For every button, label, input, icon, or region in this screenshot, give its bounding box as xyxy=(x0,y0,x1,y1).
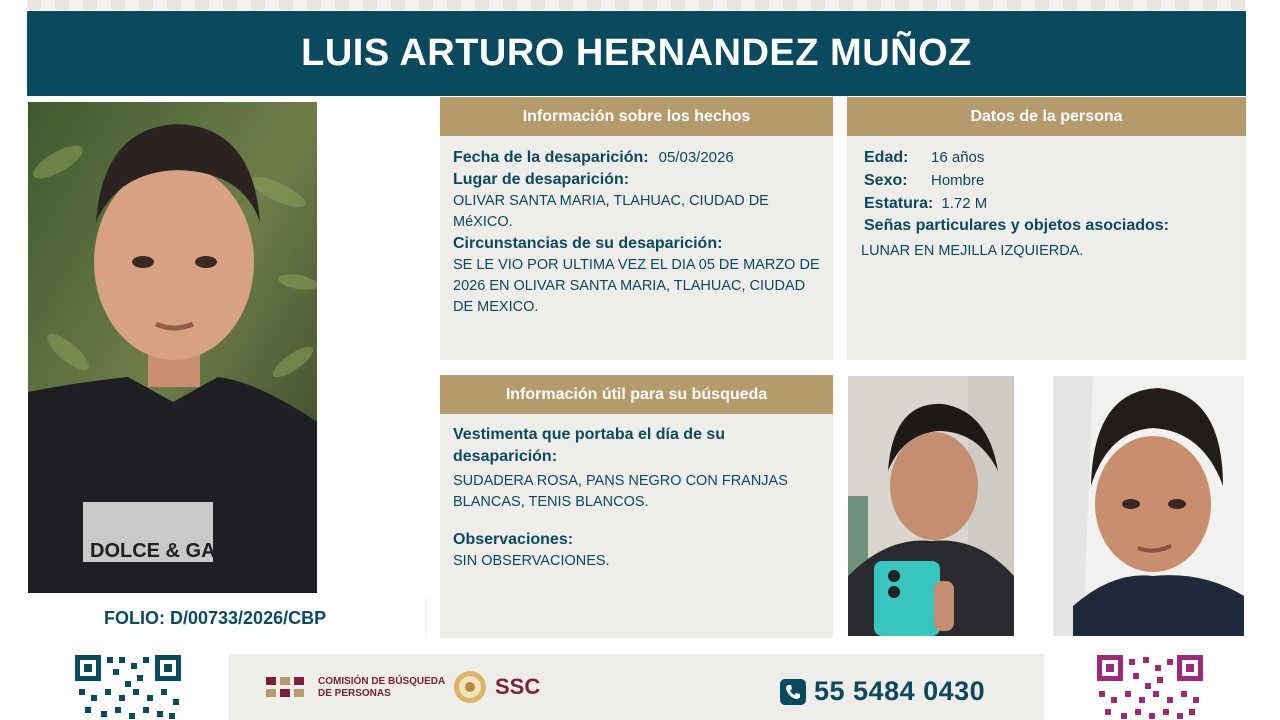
secondary-photo-1 xyxy=(848,376,1014,636)
sexo-value: Hombre xyxy=(931,172,985,189)
main-photo xyxy=(28,102,317,593)
ssc-logo xyxy=(453,670,540,704)
cbp-logo-icon xyxy=(266,675,306,701)
phone-contact[interactable] xyxy=(780,676,985,707)
ssc-seal-icon xyxy=(453,670,487,704)
cbp-logo xyxy=(266,675,445,701)
edad-value: 16 años xyxy=(931,149,985,166)
panel-busqueda-heading: Información útil para su búsqueda xyxy=(440,375,833,414)
ssc-text: SSC xyxy=(495,674,541,699)
qr-code-icon[interactable] xyxy=(1097,655,1203,720)
lugar-label: Lugar de desaparición: xyxy=(453,171,630,188)
panel-hechos xyxy=(440,97,833,360)
circunstancias-value: SE LE VIO POR ULTIMA VEZ EL DIA 05 DE MARZO DE 2026 EN OLIVAR SANTA MARIA, TLAHUAC, CIUDAD DE MEXICO. xyxy=(453,257,820,315)
phone-number: 55 5484 0430 xyxy=(814,676,986,706)
cbp-line-2: DE PERSONAS xyxy=(318,688,391,699)
title-banner xyxy=(27,11,1246,96)
vestimenta-label: Vestimenta que portaba el día de su desaparición: xyxy=(453,426,726,465)
edad-label: Edad: xyxy=(864,149,909,166)
folio-box xyxy=(28,598,427,638)
circunstancias-label: Circunstancias de su desaparición: xyxy=(453,235,723,252)
sexo-label: Sexo: xyxy=(864,172,908,189)
decorative-top-strip xyxy=(27,0,1246,10)
panel-busqueda xyxy=(440,375,833,638)
vestimenta-value: SUDADERA ROSA, PANS NEGRO CON FRANJAS BLANCAS, TENIS BLANCOS. xyxy=(453,473,788,510)
panel-hechos-heading: Información sobre los hechos xyxy=(440,97,833,136)
lugar-value: OLIVAR SANTA MARIA, TLAHUAC, CIUDAD DE MéXICO. xyxy=(453,193,769,230)
qr-code-icon[interactable] xyxy=(75,655,181,720)
observaciones-label: Observaciones: xyxy=(453,531,574,548)
senas-value: LUNAR EN MEJILLA IZQUIERDA. xyxy=(861,243,1084,259)
senas-label: Señas particulares y objetos asociados: xyxy=(864,217,1170,234)
secondary-photo-2 xyxy=(1053,376,1244,636)
panel-datos-heading: Datos de la persona xyxy=(847,97,1246,136)
person-name: LUIS ARTURO HERNANDEZ MUÑOZ xyxy=(301,32,972,74)
panel-datos xyxy=(847,97,1246,360)
fecha-value: 05/03/2026 xyxy=(658,149,734,166)
observaciones-value: SIN OBSERVACIONES. xyxy=(453,553,610,569)
cbp-line-1: COMISIÓN DE BÚSQUEDA xyxy=(318,676,446,687)
estatura-label: Estatura: xyxy=(864,195,934,212)
estatura-value: 1.72 M xyxy=(941,195,988,212)
shirt-print-text: DOLCE & GABBANA xyxy=(90,540,288,562)
folio-number: FOLIO: D/00733/2026/CBP xyxy=(104,608,327,628)
phone-icon xyxy=(780,679,806,705)
fecha-label: Fecha de la desaparición: xyxy=(453,149,649,166)
